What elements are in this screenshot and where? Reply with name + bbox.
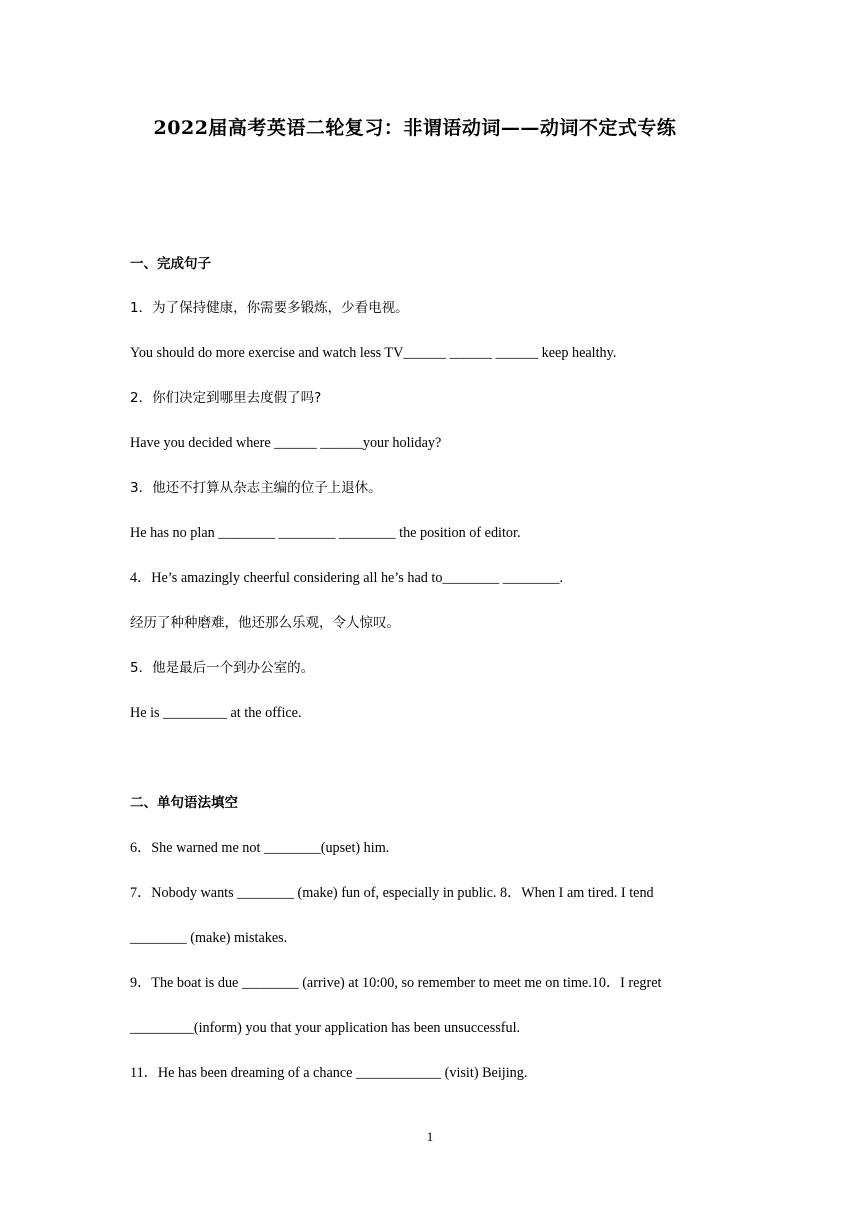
question-2-prompt: 2．你们决定到哪里去度假了吗? <box>130 390 322 406</box>
question-4-sentence: 4．He’s amazingly cheerful considering all he’s had to________ ________. <box>130 570 564 586</box>
question-1-prompt: 1．为了保持健康，你需要多锻炼，少看电视。 <box>130 300 409 316</box>
question-11-sentence: 11．He has been dreaming of a chance ____________ (visit) Beijing. <box>130 1065 528 1081</box>
question-4-translation: 经历了种种磨难，他还那么乐观，令人惊叹。 <box>130 615 400 631</box>
question-1-sentence: You should do more exercise and watch less TV______ ______ ______ keep healthy. <box>130 345 617 361</box>
question-5-prompt: 5．他是最后一个到办公室的。 <box>130 660 315 676</box>
section-heading-grammar-fill: 二、单句语法填空 <box>130 795 238 811</box>
page-number: 1 <box>426 1129 434 1144</box>
question-7-8-sentence: 7．Nobody wants ________ (make) fun of, especially in public. 8．When I am tired. I tend <box>130 885 654 901</box>
question-2-sentence: Have you decided where ______ ______your holiday? <box>130 435 442 451</box>
section-heading-sentence-completion: 一、完成句子 <box>130 256 211 272</box>
question-5-sentence: He is _________ at the office. <box>130 705 302 721</box>
question-9-10-sentence: 9．The boat is due ________ (arrive) at 10:00, so remember to meet me on time.10．I regret <box>130 975 662 991</box>
question-6-sentence: 6．She warned me not ________(upset) him. <box>130 840 390 856</box>
question-3-sentence: He has no plan ________ ________ ________ the position of editor. <box>130 525 521 541</box>
question-10-continuation: _________(inform) you that your application has been unsuccessful. <box>130 1020 521 1036</box>
question-3-prompt: 3．他还不打算从杂志主编的位子上退休。 <box>130 480 382 496</box>
document-title: 2022届高考英语二轮复习：非谓语动词——动词不定式专练 <box>153 117 677 139</box>
question-8-continuation: ________ (make) mistakes. <box>130 930 288 946</box>
